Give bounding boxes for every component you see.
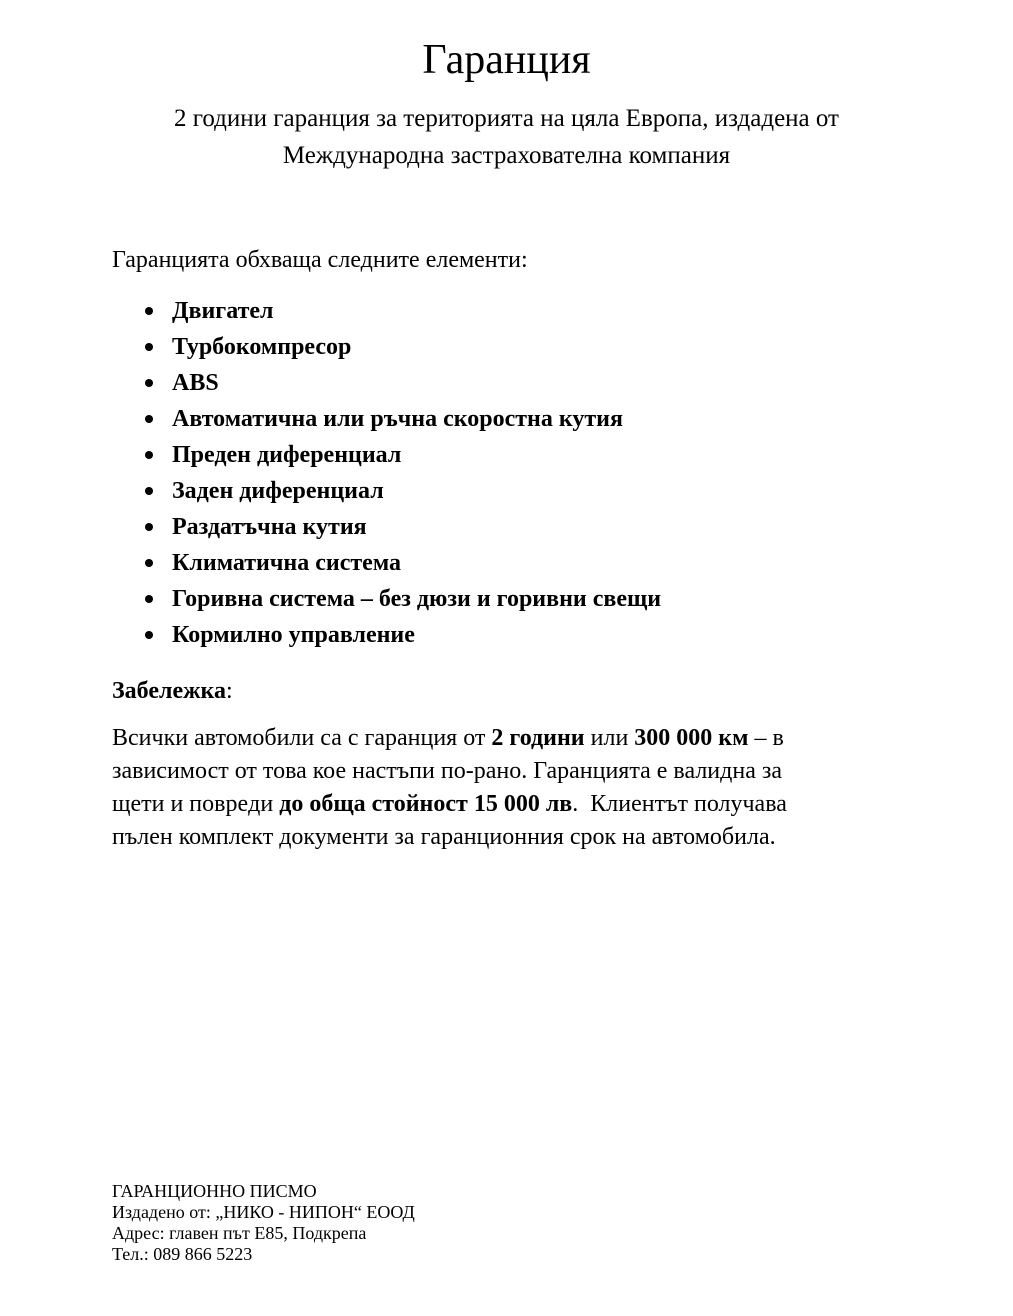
text: зависимост от това кое настъпи по-рано. Гаранцията е валидна за: [112, 758, 782, 784]
coverage-item: Раздатъчна кутия: [112, 509, 901, 545]
page-title: Гаранция: [422, 37, 591, 83]
note-heading: [112, 675, 901, 708]
footer-line: ГАРАНЦИОННО ПИСМО: [112, 1181, 317, 1201]
text: . Клиентът получава: [572, 791, 787, 817]
bold-text: до обща стойност 15 000 лв: [279, 791, 573, 817]
text: Всички автомобили са с гаранция от: [112, 725, 492, 751]
text: щети и поврeди: [112, 791, 280, 817]
coverage-item: Двигател: [112, 293, 901, 329]
coverage-heading: Гаранцията обхваща следните елементи:: [112, 247, 528, 273]
note-line: [112, 788, 901, 821]
note-line: [112, 722, 901, 755]
note-heading-label: Забележка: [112, 678, 226, 704]
coverage-item: Кормилно управление: [112, 617, 901, 653]
footer-line: Издадено от: „НИКО - НИПОН“ ЕООД: [112, 1202, 415, 1222]
text: – в: [748, 725, 784, 751]
note-paragraph: [112, 722, 901, 854]
subtitle-line: 2 години гаранция за територията на цяла Европа, издадена от: [173, 105, 839, 132]
note-heading-colon: :: [226, 678, 233, 704]
coverage-item: ABS: [112, 365, 901, 401]
text: пълен комплект документи за гаранционния срок на автомобила.: [112, 824, 776, 850]
bold-text: 2 години: [491, 725, 585, 751]
coverage-list: [112, 293, 901, 653]
footer-line: Адрес: главен път Е85, Подкрепа: [112, 1223, 367, 1243]
footer-line: Тел.: 089 866 5223: [112, 1244, 253, 1264]
text: или: [584, 725, 635, 751]
coverage-item: Турбокомпресор: [112, 329, 901, 365]
note-line: [112, 821, 901, 854]
note-line: [112, 755, 901, 788]
coverage-item: Преден диференциал: [112, 437, 901, 473]
coverage-item: Горивна система – без дюзи и горивни свещи: [112, 581, 901, 617]
bold-text: 300 000 км: [634, 725, 749, 751]
subtitle-line: Международна застрахователна компания: [282, 142, 731, 169]
coverage-item: Климатична система: [112, 545, 901, 581]
document-subtitle: [112, 100, 901, 174]
footer-block: [112, 1181, 415, 1265]
coverage-item: Заден диференциал: [112, 473, 901, 509]
coverage-item: Автоматична или ръчна скоростна кутия: [112, 401, 901, 437]
